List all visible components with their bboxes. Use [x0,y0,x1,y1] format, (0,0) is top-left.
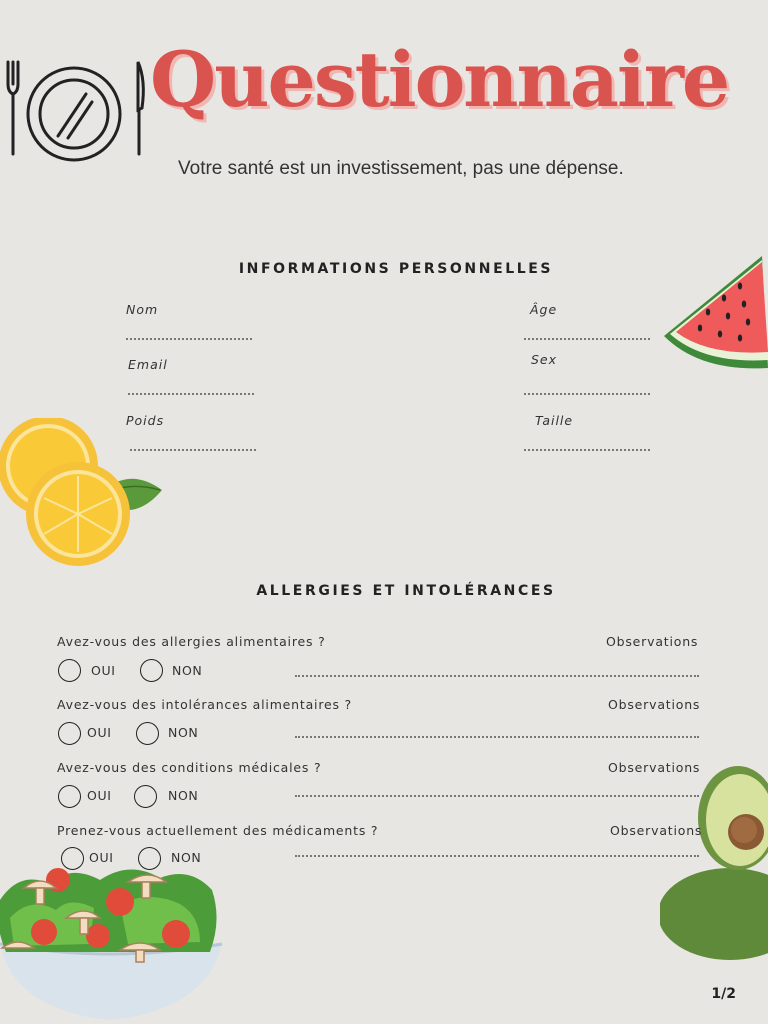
nom-label: Nom [126,302,159,317]
no-label: NON [168,725,199,740]
age-label: Âge [530,302,558,317]
observations-field[interactable] [295,855,699,857]
email-field[interactable] [128,393,254,395]
sex-label: Sex [531,352,558,367]
yes-label: OUI [89,850,114,865]
yes-label: OUI [91,663,116,678]
allergies-heading: ALLERGIES ET INTOLÉRANCES [256,583,556,599]
yes-radio[interactable] [58,722,81,745]
page-title: Questionnaire [150,35,729,124]
email-label: Email [128,357,168,372]
fork-plate-knife-icon [2,58,152,168]
no-label: NON [168,788,199,803]
age-field[interactable] [524,338,650,340]
no-label: NON [171,850,202,865]
observations-label: Observations [608,760,701,775]
yes-radio[interactable] [58,785,81,808]
observations-field[interactable] [295,795,699,797]
sex-field[interactable] [524,393,650,395]
observations-label: Observations [606,634,699,649]
page-subtitle: Votre santé est un investissement, pas une dépense. [178,158,624,179]
yes-radio[interactable] [58,659,81,682]
no-label: NON [172,663,203,678]
no-radio[interactable] [138,847,161,870]
taille-label: Taille [535,413,574,428]
observations-field[interactable] [295,675,699,677]
observations-label: Observations [608,697,701,712]
salad-bowl-illustration [0,860,224,1024]
no-radio[interactable] [140,659,163,682]
avocado-illustration [660,764,768,960]
question-text: Avez-vous des allergies alimentaires ? [57,634,326,649]
no-radio[interactable] [134,785,157,808]
yes-label: OUI [87,788,112,803]
poids-label: Poids [126,413,165,428]
taille-field[interactable] [524,449,650,451]
yes-radio[interactable] [61,847,84,870]
nom-field[interactable] [126,338,252,340]
poids-field[interactable] [130,449,256,451]
personal-info-heading: INFORMATIONS PERSONNELLES [238,261,554,277]
question-text: Avez-vous des intolérances alimentaires ? [57,697,352,712]
page-number: 1/2 [711,986,736,1002]
observations-label: Observations [610,823,703,838]
observations-field[interactable] [295,736,699,738]
question-text: Avez-vous des conditions médicales ? [57,760,322,775]
yes-label: OUI [87,725,112,740]
question-text: Prenez-vous actuellement des médicaments ? [57,823,379,838]
lemon-illustration [0,418,168,568]
no-radio[interactable] [136,722,159,745]
